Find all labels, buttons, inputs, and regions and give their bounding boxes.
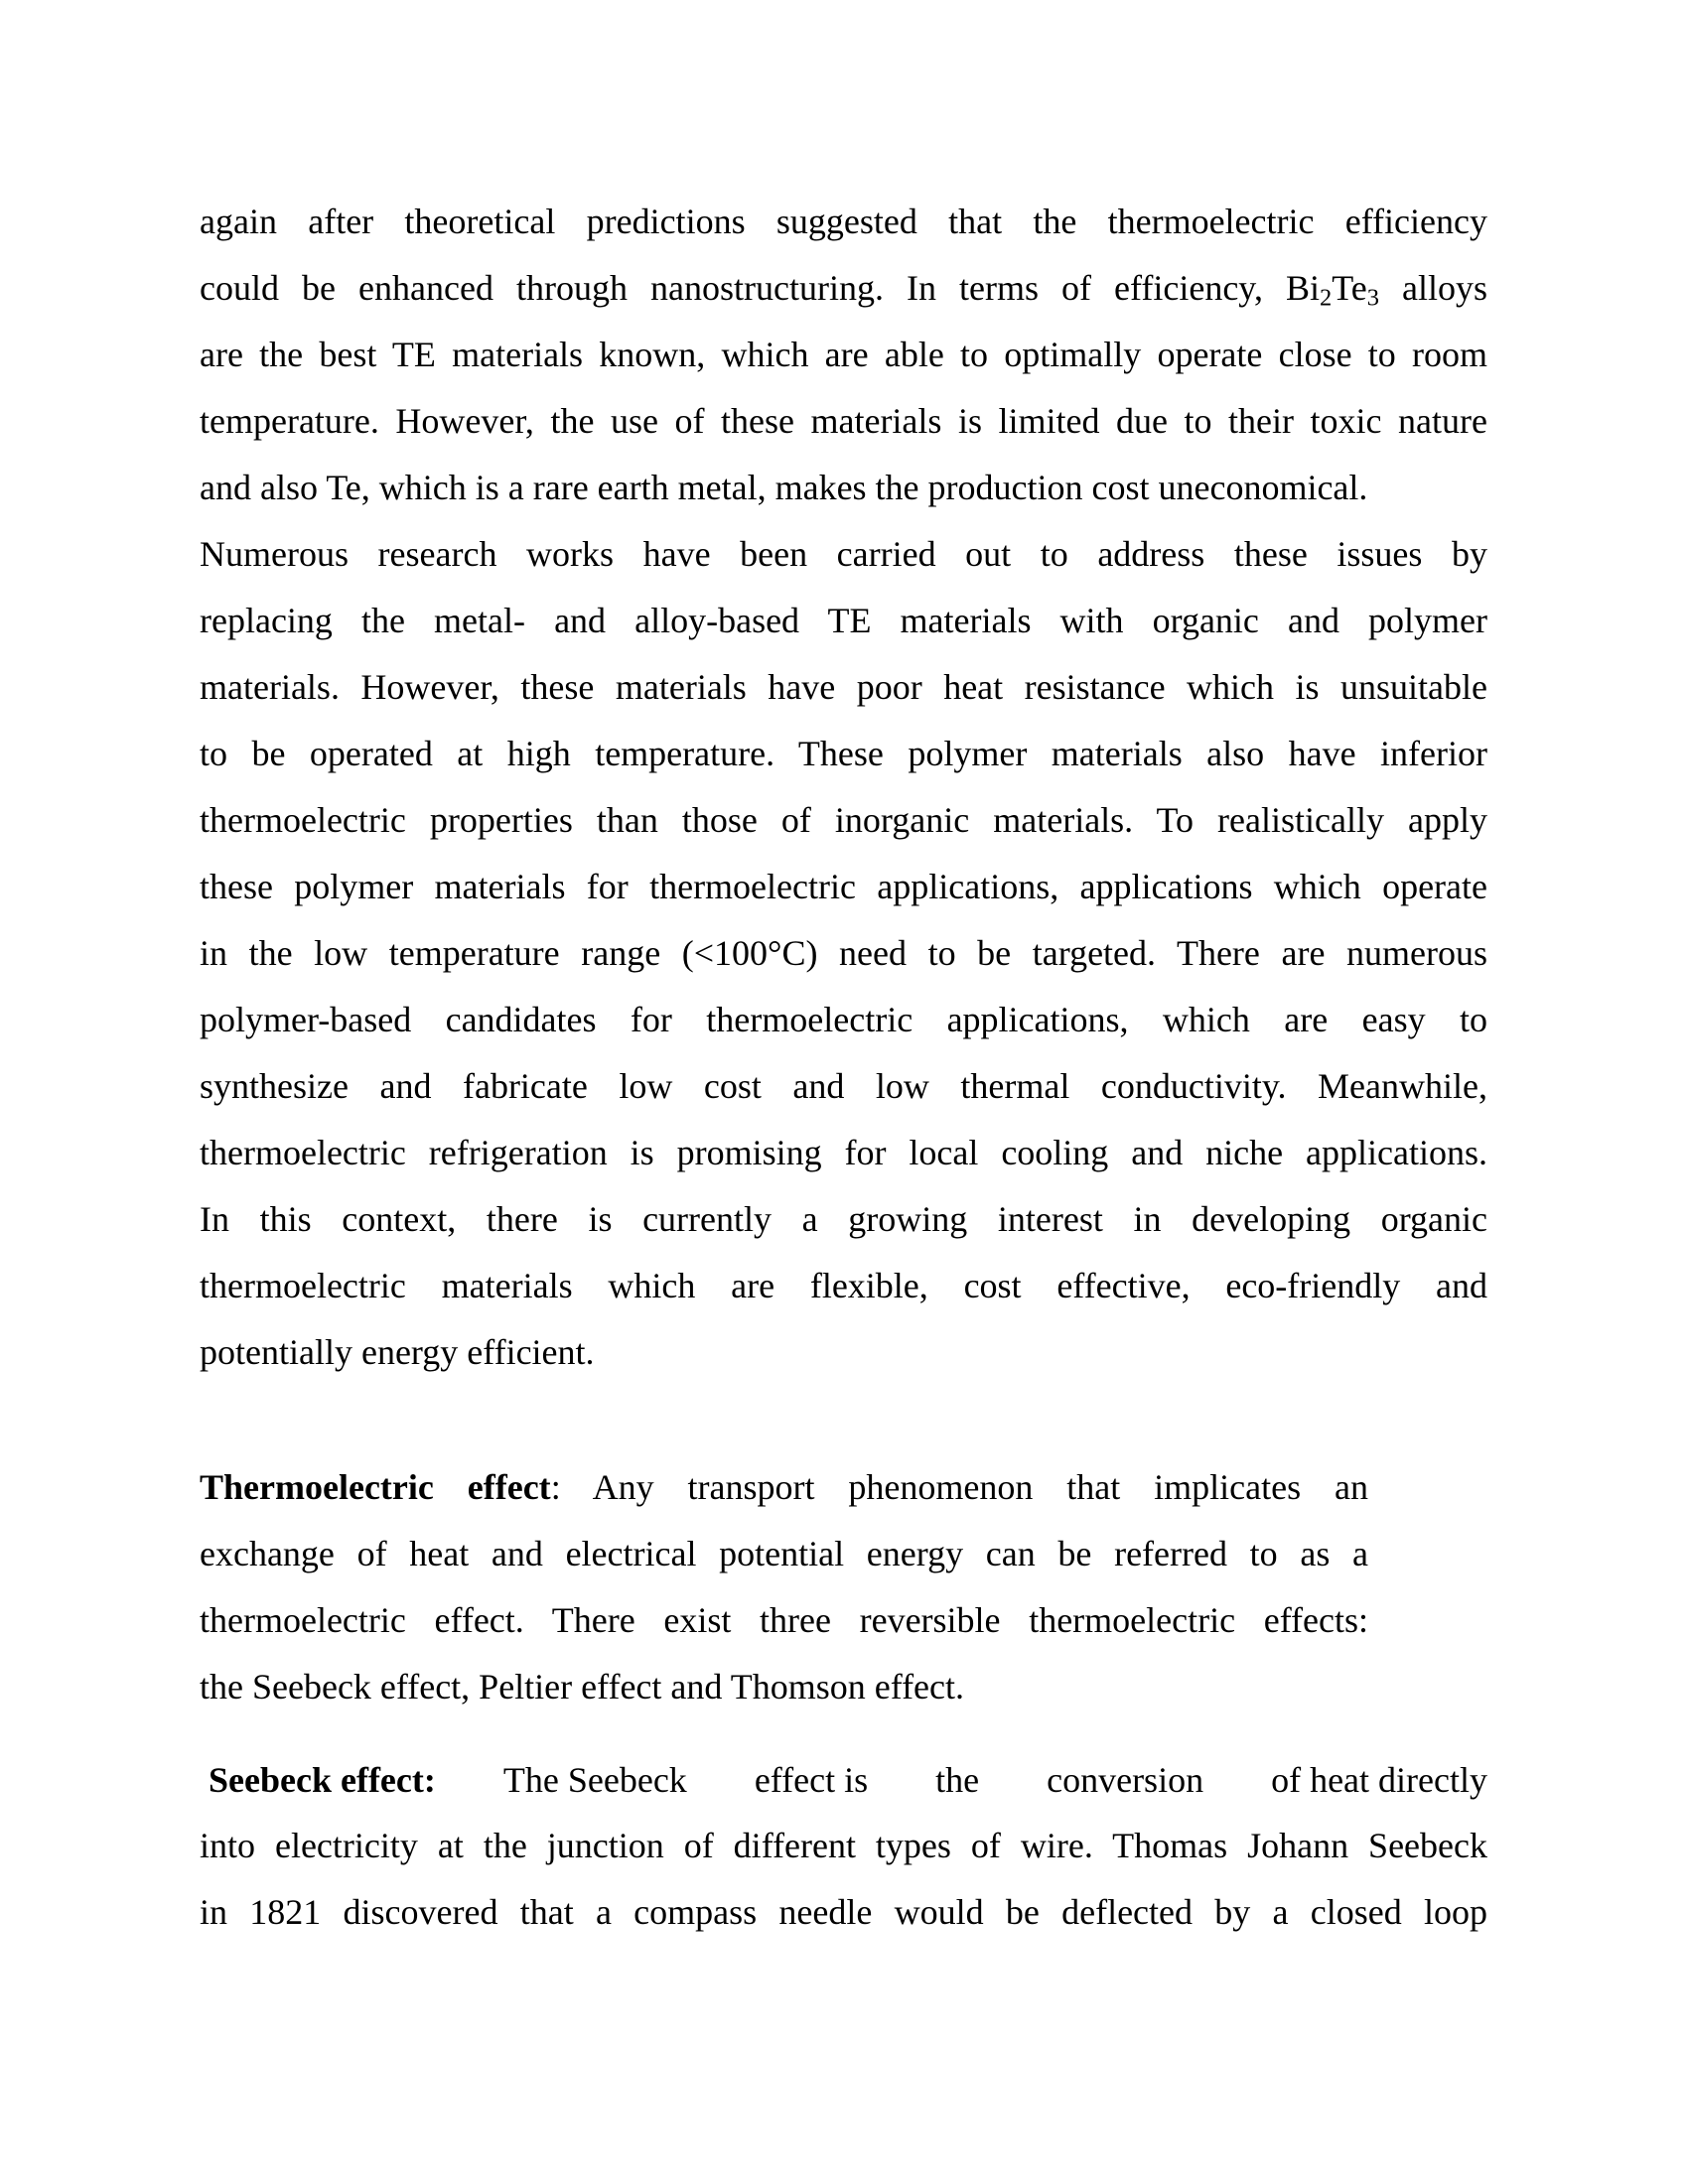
term-heading: Thermoelectric effect	[200, 1467, 551, 1507]
text-fragment: effect is	[754, 1760, 869, 1800]
text-line: these polymer materials for thermoelectric applications, applications which operate	[200, 867, 1487, 906]
text-fragment: alloys	[1378, 268, 1487, 308]
formula-subscript: 2	[1320, 284, 1333, 312]
text-fragment: could be enhanced through nanostructuring. In terms of efficiency,	[200, 268, 1286, 308]
text-fragment: : Any transport phenomenon that implicates an	[550, 1467, 1369, 1507]
text-line: thermoelectric refrigeration is promising for local cooling and niche applications.	[200, 1133, 1487, 1172]
text-fragment: conversion	[1047, 1760, 1204, 1800]
text-line: to be operated at high temperature. These polymer materials also have inferior	[200, 734, 1487, 773]
text-line: replacing the metal- and alloy-based TE materials with organic and polymer	[200, 601, 1487, 640]
text-line: the Seebeck effect, Peltier effect and Thomson effect.	[200, 1667, 965, 1706]
text-line	[200, 1454, 1368, 1521]
text-line: synthesize and fabricate low cost and low thermal conductivity. Meanwhile,	[200, 1066, 1487, 1106]
chemical-formula	[1286, 268, 1379, 312]
text-line: into electricity at the junction of different types of wire. Thomas Johann Seebeck	[200, 1826, 1487, 1865]
text-line: in 1821 discovered that a compass needle would be deflected by a closed loop	[200, 1892, 1487, 1932]
formula-subscript: 3	[1366, 284, 1379, 312]
text-line	[200, 255, 1487, 322]
text-line: again after theoretical predictions suggested that the thermoelectric efficiency	[200, 202, 1487, 241]
text-line	[209, 1747, 1487, 1814]
text-line: and also Te, which is a rare earth metal, makes the production cost uneconomical.	[200, 468, 1368, 507]
text-line: Numerous research works have been carried out to address these issues by	[200, 534, 1487, 574]
text-line: thermoelectric properties than those of inorganic materials. To realistically apply	[200, 800, 1487, 840]
text-fragment: the	[935, 1760, 980, 1800]
text-line: are the best TE materials known, which are able to optimally operate close to room	[200, 335, 1487, 374]
formula-element: Bi	[1286, 268, 1321, 308]
text-fragment: of heat directly	[1271, 1760, 1487, 1800]
text-line: polymer-based candidates for thermoelectric applications, which are easy to	[200, 1000, 1487, 1039]
text-line: materials. However, these materials have poor heat resistance which is unsuitable	[200, 667, 1487, 707]
text-fragment: The Seebeck	[502, 1760, 687, 1800]
text-line: exchange of heat and electrical potential energy can be referred to as a	[200, 1534, 1368, 1573]
formula-element: Te	[1332, 268, 1367, 308]
text-line: thermoelectric effect. There exist three reversible thermoelectric effects:	[200, 1600, 1368, 1640]
text-line: thermoelectric materials which are flexible, cost effective, eco-friendly and	[200, 1266, 1487, 1305]
text-line: temperature. However, the use of these materials is limited due to their toxic nature	[200, 401, 1487, 441]
text-line: in the low temperature range (<100°C) need to be targeted. There are numerous	[200, 933, 1487, 973]
term-heading: Seebeck effect:	[209, 1760, 436, 1800]
text-line: potentially energy efficient.	[200, 1332, 595, 1372]
text-line: In this context, there is currently a growing interest in developing organic	[200, 1199, 1487, 1239]
